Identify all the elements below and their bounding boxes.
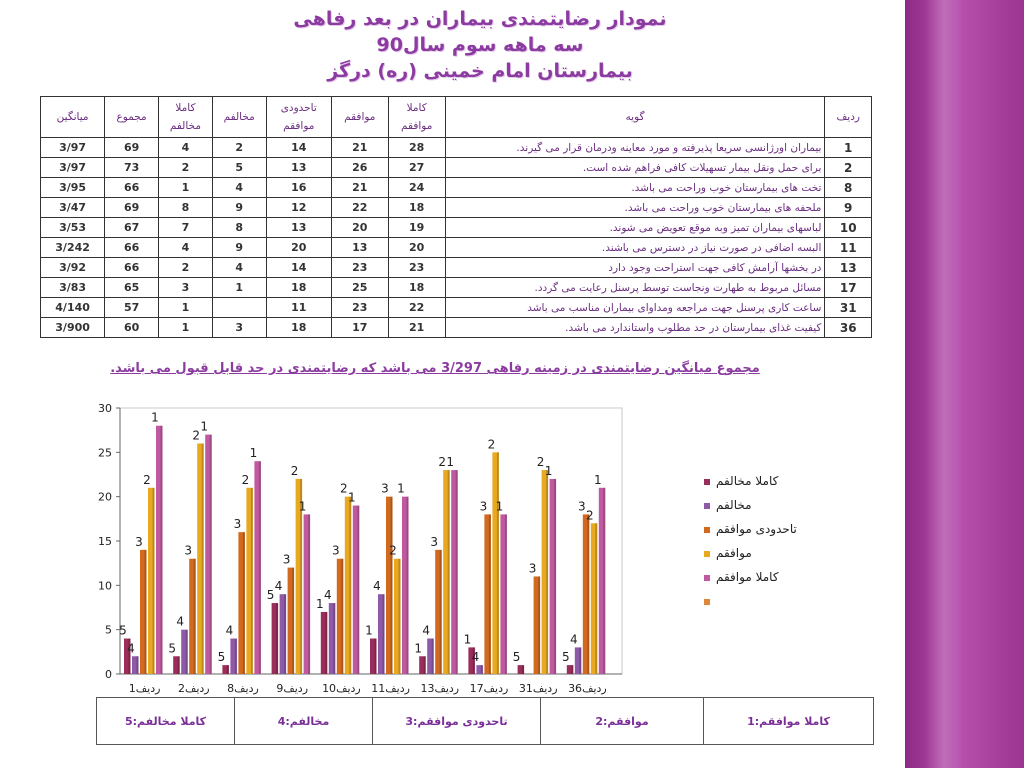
data-label: 5 <box>217 650 226 665</box>
page-title <box>240 6 720 84</box>
data-label: 3 <box>528 561 537 576</box>
bar-shade <box>308 514 310 674</box>
bar-chart <box>80 398 797 700</box>
cell-total: 66 <box>105 178 159 198</box>
cell-neutral: 16 <box>266 178 331 198</box>
data-label: 2 <box>438 455 447 470</box>
x-tick-label: ردیف9 <box>276 682 309 695</box>
cell-total: 66 <box>105 258 159 278</box>
data-label: 1 <box>463 632 472 647</box>
header-row-number: ردیف <box>825 97 872 138</box>
cell-very-disagree: 1 <box>159 178 213 198</box>
cell-disagree: 9 <box>212 198 266 218</box>
bar-shade <box>292 568 294 674</box>
bar-shade <box>161 426 163 674</box>
cell-neutral: 18 <box>266 318 331 338</box>
cell-very-agree: 27 <box>388 158 445 178</box>
cell-neutral: 20 <box>266 238 331 258</box>
table-row <box>41 258 872 278</box>
cell-very-agree: 23 <box>388 258 445 278</box>
bar-shade <box>432 639 434 674</box>
data-label: 4 <box>471 650 480 665</box>
y-tick-label: 5 <box>105 623 112 637</box>
y-tick-label: 20 <box>98 490 112 504</box>
data-label: 1 <box>544 463 553 478</box>
data-label: 5 <box>119 623 127 638</box>
cell-row: 11 <box>825 238 872 258</box>
key-agree: موافقم:2 <box>541 698 704 745</box>
bar-shade <box>284 594 286 674</box>
cell-neutral: 18 <box>266 278 331 298</box>
key-disagree: مخالفم:4 <box>235 698 373 745</box>
bar-shade <box>194 559 196 674</box>
table-row <box>41 218 872 238</box>
data-label: 1 <box>315 596 324 611</box>
cell-very-agree: 22 <box>388 298 445 318</box>
table-body <box>41 138 872 338</box>
data-label: 1 <box>397 481 405 496</box>
data-label: 4 <box>176 614 185 629</box>
satisfaction-table <box>40 96 872 338</box>
data-label: 1 <box>365 623 373 638</box>
x-tick-label: ردیف8 <box>227 682 259 695</box>
data-label: 4 <box>323 588 332 603</box>
data-label: 2 <box>339 481 348 496</box>
decorative-side-panel <box>905 0 1024 768</box>
cell-total: 66 <box>105 238 159 258</box>
legend-label: کاملا موافقم <box>716 570 779 584</box>
cell-neutral: 14 <box>266 258 331 278</box>
bar-shade <box>505 514 507 674</box>
cell-very-disagree: 1 <box>159 318 213 338</box>
cell-row: 2 <box>825 158 872 178</box>
bar-shade <box>595 523 597 674</box>
cell-disagree: 2 <box>212 138 266 158</box>
cell-very-agree: 19 <box>388 218 445 238</box>
bar-shade <box>440 550 442 674</box>
cell-item: مسائل مربوط به طهارت ونجاست توسط پرسنل رعایت می گردد. <box>445 278 825 298</box>
bar-shade <box>522 665 524 674</box>
bar-shade <box>341 559 343 674</box>
data-label: 1 <box>347 490 356 505</box>
bar-shade <box>137 656 139 674</box>
x-tick-label: ردیف2 <box>177 682 210 695</box>
data-label: 2 <box>143 472 151 487</box>
data-label: 2 <box>536 455 545 470</box>
cell-row: 8 <box>825 178 872 198</box>
cell-very-agree: 20 <box>388 238 445 258</box>
cell-very-agree: 21 <box>388 318 445 338</box>
cell-item: ملحفه های بیمارستان خوب وراحت می باشد. <box>445 198 825 218</box>
y-tick-label: 15 <box>98 535 112 548</box>
bar-shade <box>399 559 401 674</box>
bar-shade <box>497 452 499 674</box>
data-label: 4 <box>225 623 234 638</box>
title-line-2: سه ماهه سوم سال90 <box>376 34 584 56</box>
x-tick-label: ردیف17 <box>469 682 509 695</box>
cell-row: 1 <box>825 138 872 158</box>
bar-shade <box>243 532 245 674</box>
bar-shade <box>227 665 229 674</box>
cell-total: 67 <box>105 218 159 238</box>
data-label: 1 <box>249 446 258 461</box>
cell-very-disagree: 4 <box>159 238 213 258</box>
data-label: 1 <box>446 455 455 470</box>
data-label: 3 <box>577 499 586 514</box>
cell-neutral: 12 <box>266 198 331 218</box>
cell-total: 60 <box>105 318 159 338</box>
header-very-disagree: کاملا مخالفم <box>159 97 213 138</box>
cell-agree: 23 <box>331 258 388 278</box>
bar-shade <box>579 647 581 674</box>
data-label: 3 <box>331 543 340 558</box>
cell-very-disagree: 2 <box>159 258 213 278</box>
legend-label: مخالفم <box>716 498 752 512</box>
cell-item: ساعت کاری پرسنل جهت مراجعه ومداوای بیماران مناسب می باشد <box>445 298 825 318</box>
bar-shade <box>145 550 147 674</box>
y-tick-label: 30 <box>98 402 112 415</box>
data-label: 1 <box>151 410 159 425</box>
data-label: 1 <box>593 472 602 487</box>
cell-mean: 4/140 <box>41 298 105 318</box>
x-tick-label: ردیف11 <box>371 682 410 695</box>
data-label: 1 <box>200 419 209 434</box>
data-label: 2 <box>290 463 299 478</box>
bar-shade <box>333 603 335 674</box>
data-label: 2 <box>389 543 397 558</box>
bar-shade <box>357 506 359 674</box>
cell-mean: 3/95 <box>41 178 105 198</box>
cell-very-disagree: 8 <box>159 198 213 218</box>
data-label: 3 <box>233 517 242 532</box>
cell-disagree: 4 <box>212 178 266 198</box>
cell-disagree: 1 <box>212 278 266 298</box>
header-very-agree: کاملا موافقم <box>388 97 445 138</box>
cell-row: 31 <box>825 298 872 318</box>
cell-mean: 3/97 <box>41 158 105 178</box>
cell-very-disagree: 2 <box>159 158 213 178</box>
data-label: 3 <box>282 552 291 567</box>
bar-shade <box>186 630 188 674</box>
bar-shade <box>325 612 327 674</box>
data-label: 5 <box>561 650 570 665</box>
legend-swatch <box>704 503 710 509</box>
cell-very-disagree: 3 <box>159 278 213 298</box>
legend-label: موافقم <box>716 546 752 560</box>
bar-shade <box>259 461 261 674</box>
legend-swatch <box>704 527 710 533</box>
cell-total: 57 <box>105 298 159 318</box>
table-row <box>41 298 872 318</box>
bar-shade <box>375 639 377 674</box>
cell-mean: 3/242 <box>41 238 105 258</box>
x-tick-label: ردیف10 <box>322 682 361 695</box>
x-tick-label: ردیف36 <box>568 682 607 695</box>
data-label: 2 <box>192 428 201 443</box>
cell-disagree: 8 <box>212 218 266 238</box>
bar-shade <box>210 435 212 674</box>
cell-row: 17 <box>825 278 872 298</box>
cell-agree: 21 <box>331 138 388 158</box>
header-item: گویه <box>445 97 825 138</box>
cell-neutral: 14 <box>266 138 331 158</box>
cell-item: بیماران اورژانسی سریعا پذیرفته و مورد معاینه ودرمان قرار می گیرند. <box>445 138 825 158</box>
bar-shade <box>554 479 556 674</box>
header-neutral: تاحدودی موافقم <box>266 97 331 138</box>
cell-neutral: 11 <box>266 298 331 318</box>
bar-shade <box>383 594 385 674</box>
data-label: 1 <box>298 499 307 514</box>
data-label: 5 <box>512 650 521 665</box>
x-tick-label: ردیف1 <box>128 682 161 695</box>
y-tick-label: 0 <box>105 668 112 681</box>
bar-shade <box>587 514 589 674</box>
x-tick-label: ردیف13 <box>420 682 460 695</box>
table-row <box>41 178 872 198</box>
data-label: 2 <box>487 437 496 452</box>
table-row <box>41 198 872 218</box>
cell-very-agree: 28 <box>388 138 445 158</box>
cell-agree: 22 <box>331 198 388 218</box>
legend-swatch <box>704 599 710 605</box>
legend-label: تاحدودی موافقم <box>716 522 797 536</box>
cell-item: لباسهای بیماران تمیز وبه موقع تعویض می شوند. <box>445 218 825 238</box>
bar-shade <box>424 656 426 674</box>
cell-agree: 26 <box>331 158 388 178</box>
table-row <box>41 318 872 338</box>
cell-total: 65 <box>105 278 159 298</box>
bar-shade <box>481 665 483 674</box>
key-table-row <box>97 698 874 745</box>
data-label: 5 <box>266 588 275 603</box>
table-row <box>41 158 872 178</box>
data-label: 2 <box>241 472 250 487</box>
header-agree: موافقم <box>331 97 388 138</box>
header-mean: میانگین <box>41 97 105 138</box>
legend-swatch <box>704 479 710 485</box>
bar-shade <box>448 470 450 674</box>
bar-shade <box>456 470 458 674</box>
cell-mean: 3/53 <box>41 218 105 238</box>
data-label: 1 <box>495 499 504 514</box>
bar-shade <box>571 665 573 674</box>
cell-row: 10 <box>825 218 872 238</box>
cell-disagree: 5 <box>212 158 266 178</box>
cell-agree: 13 <box>331 238 388 258</box>
cell-very-disagree: 7 <box>159 218 213 238</box>
cell-row: 13 <box>825 258 872 278</box>
key-neutral: تاحدودی موافقم:3 <box>373 698 541 745</box>
data-label: 5 <box>168 641 177 656</box>
data-label: 2 <box>585 508 594 523</box>
cell-row: 36 <box>825 318 872 338</box>
data-label: 4 <box>373 579 381 594</box>
bar-shade <box>489 514 491 674</box>
bar-shade <box>276 603 278 674</box>
legend-label: کاملا مخالفم <box>716 474 779 488</box>
legend-swatch <box>704 551 710 557</box>
cell-agree: 23 <box>331 298 388 318</box>
data-label: 3 <box>184 543 193 558</box>
table-row <box>41 278 872 298</box>
bar-shade <box>603 488 605 674</box>
bar-shade <box>546 470 548 674</box>
legend-swatch <box>704 575 710 581</box>
data-label: 4 <box>274 579 283 594</box>
bar-shade <box>202 443 204 674</box>
data-label: 3 <box>135 534 143 549</box>
bar-shade <box>153 488 155 674</box>
title-line-3: بیمارستان امام خمینی (ره) درگز <box>327 60 633 82</box>
cell-mean: 3/97 <box>41 138 105 158</box>
data-label: 4 <box>127 641 135 656</box>
cell-total: 69 <box>105 138 159 158</box>
cell-total: 69 <box>105 198 159 218</box>
data-label: 4 <box>422 623 431 638</box>
title-line-1: نمودار رضایتمندی بیماران در بعد رفاهی <box>293 8 667 30</box>
bar-shade <box>407 497 409 674</box>
cell-agree: 20 <box>331 218 388 238</box>
data-label: 4 <box>569 632 578 647</box>
cell-very-disagree: 4 <box>159 138 213 158</box>
cell-item: برای حمل ونقل بیمار تسهیلات کافی فراهم شده است. <box>445 158 825 178</box>
cell-very-agree: 24 <box>388 178 445 198</box>
cell-total: 73 <box>105 158 159 178</box>
data-label: 3 <box>430 534 439 549</box>
bar-shade <box>251 488 253 674</box>
table-header-row <box>41 97 872 138</box>
key-very-disagree: کاملا مخالفم:5 <box>97 698 235 745</box>
header-total: مجموع <box>105 97 159 138</box>
bar-shade <box>349 497 351 674</box>
x-tick-label: ردیف31 <box>518 682 558 695</box>
cell-agree: 21 <box>331 178 388 198</box>
bar-shade <box>178 656 180 674</box>
cell-item: کیفیت غذای بیمارستان در حد مطلوب واستاندارد می باشد. <box>445 318 825 338</box>
data-label: 3 <box>479 499 488 514</box>
key-very-agree: کاملا موافقم:1 <box>704 698 874 745</box>
header-disagree: مخالفم <box>212 97 266 138</box>
data-label: 3 <box>381 481 389 496</box>
data-label: 1 <box>414 641 423 656</box>
cell-neutral: 13 <box>266 158 331 178</box>
cell-very-disagree: 1 <box>159 298 213 318</box>
cell-disagree: 3 <box>212 318 266 338</box>
cell-mean: 3/47 <box>41 198 105 218</box>
summary-text: مجموع میانگین رضایتمندی در زمینه رفاهی 3/297 می باشد که رضایتمندی در حد قابل قبول می باشد. <box>110 361 760 376</box>
cell-very-agree: 18 <box>388 278 445 298</box>
bar-shade <box>235 639 237 674</box>
cell-item: البسه اضافی در صورت نیاز در دسترس می باشند. <box>445 238 825 258</box>
bar-shade <box>391 497 393 674</box>
cell-disagree: 9 <box>212 238 266 258</box>
cell-disagree: 4 <box>212 258 266 278</box>
table-row <box>41 238 872 258</box>
cell-disagree <box>212 298 266 318</box>
cell-row: 9 <box>825 198 872 218</box>
cell-very-agree: 18 <box>388 198 445 218</box>
cell-neutral: 13 <box>266 218 331 238</box>
cell-mean: 3/92 <box>41 258 105 278</box>
key-table <box>96 697 874 745</box>
decorative-side-band <box>925 0 963 768</box>
cell-agree: 25 <box>331 278 388 298</box>
table-row <box>41 138 872 158</box>
cell-item: در بخشها آرامش کافی جهت استراحت وجود دارد <box>445 258 825 278</box>
bar-shade <box>538 576 540 674</box>
cell-mean: 3/83 <box>41 278 105 298</box>
y-tick-label: 25 <box>98 446 112 460</box>
cell-agree: 17 <box>331 318 388 338</box>
y-tick-label: 10 <box>98 579 112 593</box>
cell-item: تخت های بیمارستان خوب وراحت می باشد. <box>445 178 825 198</box>
cell-mean: 3/900 <box>41 318 105 338</box>
